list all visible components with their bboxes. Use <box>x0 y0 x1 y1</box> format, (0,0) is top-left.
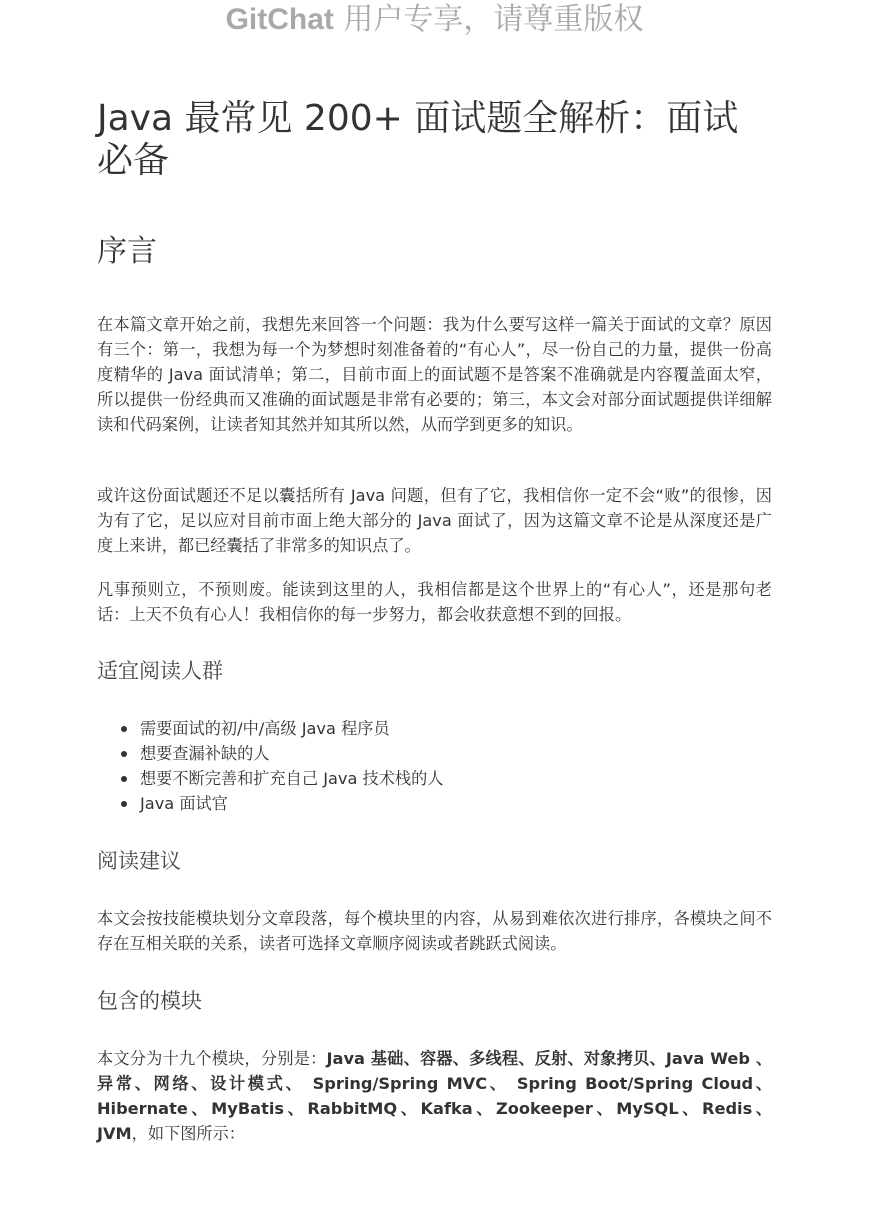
heading-preface: 序言 <box>97 234 157 269</box>
watermark-brand: GitChat <box>225 3 334 36</box>
modules-paragraph <box>97 1046 772 1146</box>
preface-paragraph-3: 凡事预则立，不预则废。能读到这里的人，我相信都是这个世界上的“有心人”，还是那句老话：上天不负有心人！我相信你的每一步努力，都会收获意想不到的回报。 <box>97 580 772 624</box>
list-item <box>97 741 443 766</box>
list-item-text: 需要面试的初/中/高级 Java 程序员 <box>140 719 390 738</box>
list-item <box>97 716 443 741</box>
preface-paragraph-2: 或许这份面试题还不足以囊括所有 Java 问题，但有了它，我相信你一定不会“败”的很惨，因为有了它，足以应对目前市面上绝大部分的 Java 面试了，因为这篇文章不论是从深度还是广度上来讲，都已经囊括了非常多的知识点了。 <box>97 486 772 555</box>
list-item <box>97 791 443 816</box>
article-title: Java 最常见 200+ 面试题全解析：面试必备 <box>97 98 739 181</box>
list-item-text: 想要不断完善和扩充自己 Java 技术栈的人 <box>140 769 444 788</box>
modules-intro: 本文分为十九个模块，分别是： <box>97 1049 327 1068</box>
bullet-icon <box>121 776 127 782</box>
heading-modules: 包含的模块 <box>97 989 202 1013</box>
heading-audience: 适宜阅读人群 <box>97 659 223 683</box>
copyright-watermark <box>0 2 869 38</box>
bullet-icon <box>121 751 127 757</box>
list-item-text: Java 面试官 <box>140 794 228 813</box>
heading-reading-advice: 阅读建议 <box>97 849 181 873</box>
preface-paragraph-1: 在本篇文章开始之前，我想先来回答一个问题：我为什么要写这样一篇关于面试的文章？原因有三个：第一，我想为每一个为梦想时刻准备着的“有心人”，尽一份自己的力量，提供一份高度精华的 Java 面试清单；第二，目前市面上的面试题不是答案不准确就是内容覆盖面太窄，所以提供一份经典而又准确的面试题是非常有必要的；第三，本文会对部分面试题提供详细解读和代码案例，让读者知其然并知其所以然，从而学到更多的知识。 <box>97 315 772 434</box>
modules-outro: ，如下图所示： <box>131 1124 245 1143</box>
bullet-icon <box>121 801 127 807</box>
reading-advice-paragraph: 本文会按技能模块划分文章段落，每个模块里的内容，从易到难依次进行排序，各模块之间不存在互相关联的关系，读者可选择文章顺序阅读或者跳跃式阅读。 <box>97 909 772 953</box>
bullet-icon <box>121 726 127 732</box>
modules-list: Java 基础、容器、多线程、反射、对象拷贝、Java Web 、异常、网络、设计模式、 Spring/Spring MVC、 Spring Boot/Spring Cloud、Hibernate、MyBatis、RabbitMQ、Kafka、Zookeeper、MySQL、Redis、JVM <box>97 1049 773 1143</box>
list-item-text: 想要查漏补缺的人 <box>140 744 270 763</box>
list-item <box>97 766 443 791</box>
watermark-text: 用户专享，请尊重版权 <box>333 2 644 37</box>
audience-list <box>97 716 443 816</box>
